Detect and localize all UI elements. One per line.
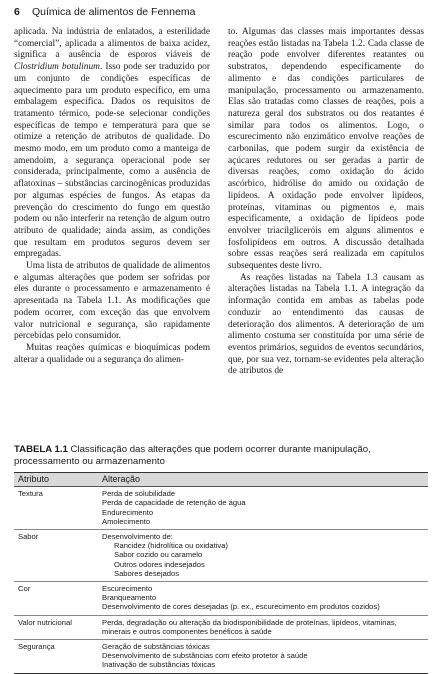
change-cell [98, 640, 428, 674]
page-number: 6 [14, 6, 20, 18]
change-item: Inativação de substâncias tóxicas [102, 660, 216, 670]
change-subitem: Rancidez (hidrolítica ou oxidativa) [114, 541, 228, 551]
change-cell [98, 582, 428, 616]
change-item: Desenvolvimento de substâncias com efeito protetor à saúde [102, 651, 308, 661]
change-cell [98, 487, 428, 530]
paragraph: to. Algumas das classes mais importantes dessas reações estão listadas na Tabela 1.2. Cada classe de reação pode envolver diferentes reatantes ou substratos, dependendo especificamente do alimento e das condições particulares de manipulação, processamento ou armazenamento. Elas são tratadas como classes de reações, pois a natureza geral dos substratos ou dos reatantes é similar para todos os alimentos. Logo, o escurecimento não enzimático envolve reações de carbonilas, que podem surgir da existência de açúcares redutores ou ser geradas a partir de diversas reações, como oxidação do ácido ascórbico, hidrólise do amido ou oxidação de lipídeos. A oxidação pode envolver lipídeos, proteínas, vitaminas ou pigmentos e, mais especificamente, a oxidação de lipídeos pode envolver triacilgliceróis em alguns alimentos e fosfolipídeos em outros. A discussão detalhada sobre essas reações será realizada em capítulos subsequentes deste livro. [228, 27, 424, 272]
table-row [14, 487, 428, 530]
column-header-change: Alteração [98, 473, 428, 487]
change-item: Perda de capacidade de retenção de água [102, 498, 246, 508]
page-header [14, 6, 428, 22]
table-header-row [14, 473, 428, 487]
table-1-1 [14, 472, 428, 674]
attribute-cell: Cor [14, 582, 98, 616]
table-row [14, 582, 428, 616]
table-caption [14, 444, 428, 467]
attribute-cell: Sabor [14, 530, 98, 582]
paragraph: Muitas reações químicas e bioquímicas podem alterar a qualidade ou a segurança do alimen- [14, 342, 210, 365]
left-column [14, 27, 210, 366]
change-item: Perda, degradação ou alteração da biodisponibilidade de proteínas, lipídeos, vitaminas, minerais e outros componentes benéficos à saúde [102, 617, 397, 636]
attribute-cell: Textura [14, 487, 98, 530]
change-item: Branqueamento [102, 593, 157, 603]
change-item: Geração de substâncias tóxicas [102, 642, 210, 652]
change-subitem: Sabores desejados [114, 568, 180, 578]
paragraph: aplicada. Na indústria de enlatados, a esterilidade “comercial”, aplicada a alimentos de baixa acidez, significa a ausência de esporos viáveis de Clostridium botulinum. Isso pode ser traduzido por um conjunto de condições específicas de aquecimento para um produto específico, em uma embalagem específica. Dados os requisitos de tratamento térmico, pode-se selecionar condições específicas de tempo e temperatura para que se otimize a retenção de atributos de qualidade. Do mesmo modo, em um produto como a manteiga de amendoim, a segurança operacional pode ser considerada, principalmente, como a ausência de aflatoxinas – substâncias carcinogênicas produzidas por algumas espécies de fungos. As etapas da prevenção do crescimento do fungo em questão podem ou não interferir na retenção de algum outro atributo de qualidade; ainda assim, as condições que resultam em produtos seguros devem ser empregadas. [14, 27, 210, 260]
change-subitem: Sabor cozido ou caramelo [114, 550, 203, 560]
table-caption-text: Classificação das alterações que podem ocorrer durante manipulação, processamento ou armazenamento [14, 444, 371, 467]
running-title: Química de alimentos de Fennema [32, 6, 196, 18]
species-name: Clostridium botulinum [14, 62, 100, 73]
paragraph: Uma lista de atributos de qualidade de alimentos e algumas alterações que podem ser sofridas por eles durante o processamento e armazenamento é apresentada na Tabela 1.1. As modificações que podem ocorrer, com exceção das que envolvem valor nutricional e segurança, são rapidamente percebidas pelo consumidor. [14, 261, 210, 342]
change-item: Amolecimento [102, 516, 151, 526]
change-cell [98, 530, 428, 582]
right-column [228, 27, 424, 378]
change-item: Desenvolvimento de cores desejadas (p. ex., escurecimento em produtos cozidos) [102, 602, 380, 612]
attribute-cell: Valor nutricional [14, 615, 98, 639]
column-header-attribute: Atributo [14, 473, 98, 487]
table-label: TABELA 1.1 [14, 444, 68, 455]
change-item: Desenvolvimento de: [102, 532, 173, 542]
table-row [14, 530, 428, 582]
paragraph: As reações listadas na Tabela 1.3 causam as alterações listadas na Tabela 1.1. A integração da informação contida em ambas as tabelas pode conduzir ao entendimento das causas de deterioração dos alimentos. A deterioração de um alimento costuma ser constituída por uma série de eventos primários, seguidos de eventos secundários, que, por sua vez, tornam-se evidentes pela alteração de atributos de [228, 272, 424, 377]
change-item: Perda de solubilidade [102, 489, 176, 499]
change-item: Escurecimento [102, 584, 153, 594]
table-row [14, 615, 428, 639]
change-item: Endurecimento [102, 507, 154, 517]
change-subitem: Outros odores indesejados [114, 559, 205, 569]
table-row [14, 640, 428, 674]
change-cell [98, 615, 428, 639]
table-body [14, 487, 428, 673]
attribute-cell: Segurança [14, 640, 98, 674]
